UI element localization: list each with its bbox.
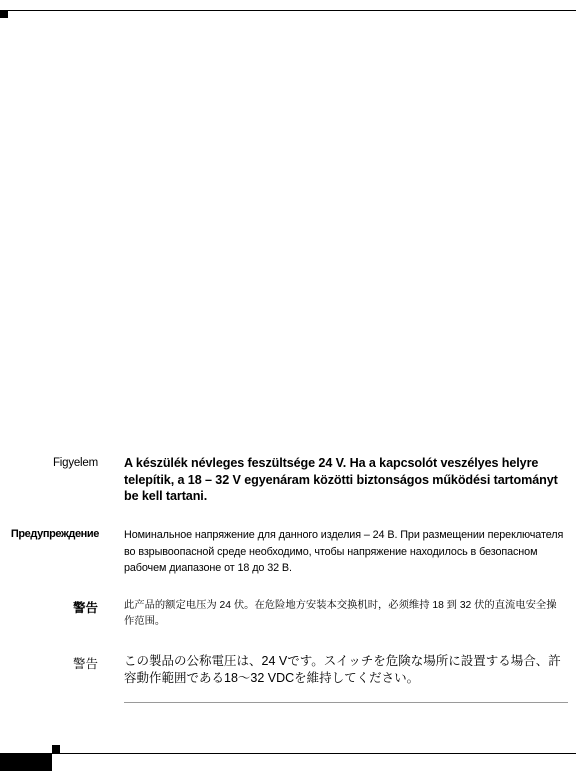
warning-text: Номинальное напряжение для данного изделия – 24 В. При размещении переключателя во взрывоопасной среде необходимо, чтобы напряжение находилось в безопасном рабочем диапазоне от 18 до 32 В. — [124, 529, 564, 574]
bottom-corner-mark — [52, 745, 60, 753]
warning-label: 警告 — [72, 657, 98, 671]
warning-label: 警告 — [72, 601, 98, 615]
page-tab-bar — [0, 753, 52, 771]
warning-text: 此产品的额定电压为 24 伏。在危险地方安装本交换机时，必须维持 18 到 32 伏的直流电安全操作范围。 — [124, 600, 557, 627]
warning-text: A készülék névleges feszültsége 24 V. Ha a kapcsolót veszélyes helyre telepítik, a 18 – 32 V egyenáram közötti biztonságos működési tartományt be kell tartani. — [124, 456, 558, 503]
content-divider — [124, 702, 568, 703]
bottom-rule — [52, 753, 576, 754]
top-corner-mark — [0, 10, 8, 18]
top-rule — [8, 10, 576, 11]
warning-label: Предупреждение — [10, 528, 99, 540]
warning-text: この製品の公称電圧は、24 Vです。スイッチを危険な場所に設置する場合、許容動作範囲である18〜32 VDCを維持してください。 — [124, 654, 561, 685]
warning-label: Figyelem — [52, 457, 98, 469]
